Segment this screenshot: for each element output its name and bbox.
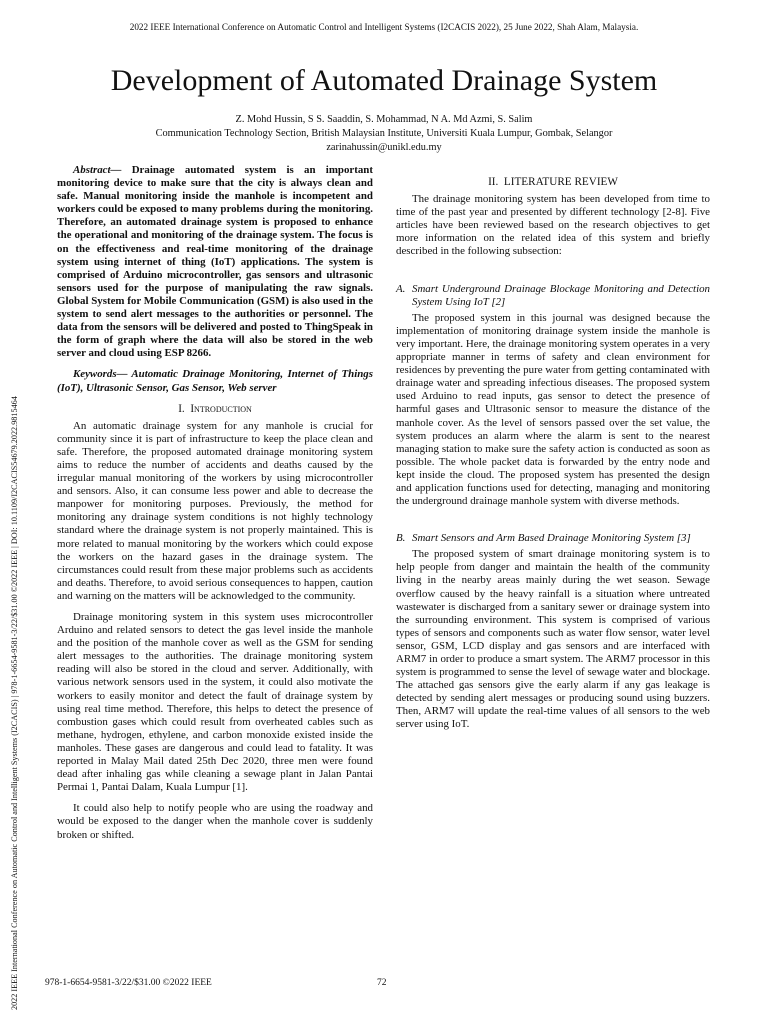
section-title: LITERATURE REVIEW: [503, 176, 618, 188]
intro-paragraph-2: Drainage monitoring system in this system uses microcontroller Arduino and related sensors to detect the gas level inside the manhole and the position of the manhole cover as well as the GSM for sending alert messages to the authorities. The drainage monitoring system reading will also be stored in the cloud and server. Additionally, with various network sensors used in the system, it could also motivate the workers to easily monitor and detect the fault of drainage system by using real time method. Therefore, this helps to detect the presence of combustion gases which could result from overheated cables such as methane, hydrogen, ethylene, and carbon monoxide existed inside the manholes. These gases are dangerous and could lead to fatality. It was reported in Malay Mail dated 25th Dec 2020, three men were found dead after inhaling gas while cleaning a sewage plant in Jalan Pantai Permai 1, Pantai Dalam, Kuala Lumpur [1].: [57, 611, 373, 794]
subsection-label: B.: [396, 532, 406, 545]
subsection-title: Smart Sensors and Arm Based Drainage Monitoring System [3]: [412, 532, 691, 545]
paper-title: Development of Automated Drainage System: [110, 64, 658, 97]
subsection-b-heading: [396, 532, 710, 545]
intro-paragraph-1: An automatic drainage system for any manhole is crucial for community since it is part of infrastructure to keep the place clean and safe. Therefore, the proposed automated drainage monitoring system aims to reduce the number of accidents and deaths caused by the irregular manual monitoring of the workers by using microcontroller and sensors. Also, it can consume less power and able to decrease the manpower for monitoring purposes. Previously, the method for monitoring any drainage system conditions is not highly technology standard where the drainage system is not properly maintained. This is more related to manual monitoring by the workers which could expose the workers on the hazard gases in the drainage system. The circumstances could result from these major problems such as accidents and deaths. Therefore, to avoid serious consequences to happen, caution and warning on the matters will be acknowledged to the community.: [57, 419, 373, 602]
author-email: zarinahussin@unikl.edu.my: [326, 142, 442, 153]
footer-copyright: 978-1-6654-9581-3/22/$31.00 ©2022 IEEE: [45, 978, 212, 988]
conference-header: 2022 IEEE International Conference on Automatic Control and Intelligent Systems (I2CACIS 2022), 25 June 2022, Shah Alam, Malaysia.: [129, 22, 639, 32]
right-column: [396, 164, 710, 732]
subsection-title: Smart Underground Drainage Blockage Monitoring and Detection System Using IoT [2]: [412, 282, 710, 308]
author-affiliation: Communication Technology Section, British Malaysian Institute, Universiti Kuala Lumpur, Gombak, Selangor: [155, 128, 613, 139]
left-column: [57, 164, 373, 842]
subsection-a-heading: [396, 283, 710, 309]
abstract: [57, 164, 373, 360]
keywords: Keywords— Automatic Drainage Monitoring, Internet of Things (IoT), Ultrasonic Sensor, Gas Sensor, Web server: [57, 368, 373, 394]
section-number: II.: [488, 176, 499, 188]
abstract-label: Abstract—: [73, 164, 122, 176]
section-heading-literature-review: [396, 176, 710, 189]
section-title: Introduction: [190, 402, 252, 415]
literature-paragraph: The drainage monitoring system has been developed from time to time of the past year and presented by different technology [2-8]. Five articles have been reviewed based on the research objectives to get more information on the related idea of this system and briefly described in the following subsection:: [396, 193, 710, 258]
page-number: 72: [377, 978, 387, 988]
subsection-a-paragraph: The proposed system in this journal was designed because the implementation of monitoring drainage system inside the manhole is very important. Here, the drainage monitoring system operates in a very appropriate manner in terms of safety and clean environment for residences by preventing the pure water from getting contaminated with drainage water and spreading infectious diseases. The proposed system used Arduino to read inputs, gas sensor to detect the presence of harmful gases and Ultrasonic sensor to measure the distance of the manhole cover. As the level of sensors passed over the set value, the system produces an alarm where the alarm is sent to the nearest managing station to make sure the safety action is conducted as soon as possible. The whole packet data is forwarded by the entry node and kept inside the cloud. The proposed system has presented the design and application functions used for detecting, managing and monitoring the underground drainage manhole system with diverse methods.: [396, 311, 710, 508]
author-names: Z. Mohd Hussin, S S. Saaddin, S. Mohammad, N A. Md Azmi, S. Salim: [235, 114, 533, 125]
intro-paragraph-3: It could also help to notify people who are using the roadway and would be exposed to the danger when the manhole cover is suddenly broken or shifted.: [57, 802, 373, 841]
doi-sidebar: 2022 IEEE International Conference on Automatic Control and Intelligent Systems (I2CACIS) | 978-1-6654-9581-3/22/$31.00 ©2022 IEEE | DOI: 10.1109/I2CACIS54679.2022.9815464: [10, 396, 19, 1010]
section-number: I.: [178, 402, 185, 415]
section-heading-introduction: [57, 403, 373, 416]
subsection-label: A.: [396, 282, 406, 295]
abstract-text: Drainage automated system is an important monitoring device to make sure that the city is always clean and safe. Manual monitoring inside the manhole is incompetent and workers could be exposed to many problems during the monitoring. Therefore, an automated drainage system is proposed to enhance the operational and monitoring of the drainage system. The focus is on the effectiveness and real-time monitoring of the drainage system using internet of thing (IoT) applications. The system is comprised of Arduino microcontroller, gas sensors and ultrasonic sensors used for the purpose of manipulating the raw signals. Global System for Mobile Communication (GSM) is also used in the system to send alert messages to the authorities or personnel. The data from the sensors will be delivered and posted to ThingSpeak in the form of graph where the data will also be stored in the web server and cloud using ESP 8266.: [57, 164, 373, 360]
author-block: [0, 113, 768, 155]
subsection-b-paragraph: The proposed system of smart drainage monitoring system is to help people from danger and maintain the health of the community living in the nearby areas mainly during the wet season. Sewage overflow caused by the heavy rainfall is a situation where untreated wastewater is discharged from a sanitary sewer or drainage system into the surrounding environment. This system is comprised of various types of sensors and components such as water flow sensor, water level sensor, GSM, LCD display and gas sensors and are interfaced with ARM7 in order to produce a smart system. The ARM7 processor in this system is programmed to sense the level of sewage water and blockage. The attached gas sensors give the early alarm if any gas leakage is detected by sending alert messages or producing sound using buzzers. Then, ARM7 will update the real-time values of all sensors to the web server using IoT.: [396, 548, 710, 731]
